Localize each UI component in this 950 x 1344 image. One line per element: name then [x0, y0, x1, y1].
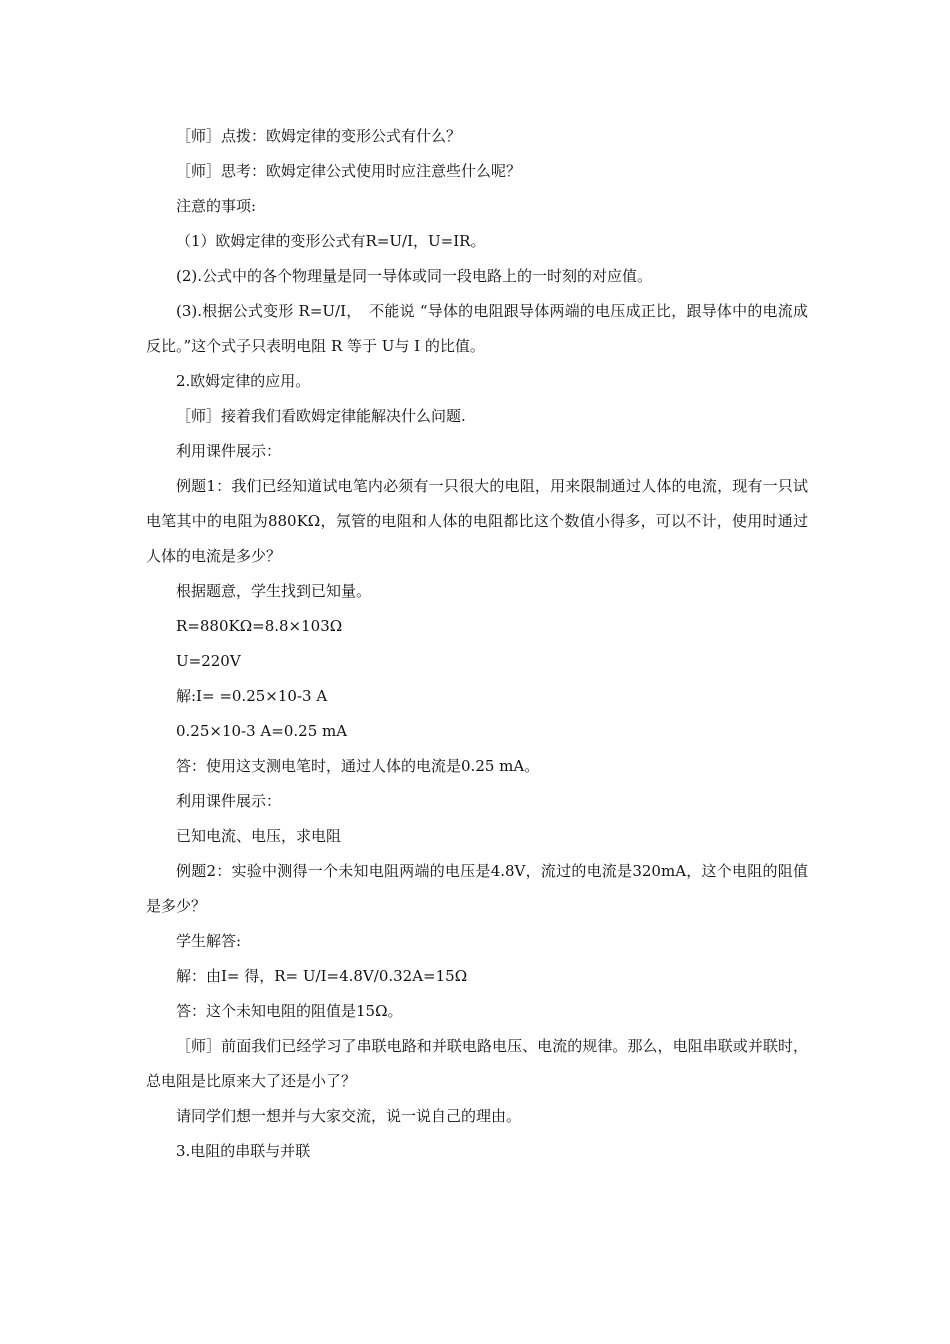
paragraph: 已知电流、电压，求电阻 [176, 827, 342, 845]
paragraph: 解：由I= 得，R= U/I=4.8V/0.32A=15Ω [176, 967, 468, 985]
paragraph: （1）欧姆定律的变形公式有R=U/I，U=IR。 [176, 232, 486, 250]
paragraph: (2).公式中的各个物理量是同一导体或同一段电路上的一时刻的对应值。 [176, 267, 653, 285]
paragraph: 利用课件展示： [176, 792, 282, 810]
paragraph: R=880KΩ=8.8×103Ω [176, 617, 343, 635]
paragraph: ［师］思考：欧姆定律公式使用时应注意些什么呢？ [176, 162, 522, 180]
paragraph: 请同学们想一想并与大家交流，说一说自己的理由。 [176, 1107, 522, 1125]
paragraph: ［师］接着我们看欧姆定律能解决什么问题. [176, 407, 466, 425]
paragraph: ［师］前面我们已经学习了串联电路和并联电路电压、电流的规律。那么，电阻串联或并联时，总电阻是比原来大了还是小了？ [146, 1037, 808, 1090]
paragraph: 3.电阻的串联与并联 [176, 1142, 311, 1160]
document-body [146, 119, 808, 1169]
paragraph: 根据题意，学生找到已知量。 [176, 582, 372, 600]
paragraph: ［师］点拨：欧姆定律的变形公式有什么？ [176, 127, 462, 145]
paragraph: 答：使用这支测电笔时，通过人体的电流是0.25 mA。 [176, 757, 540, 775]
paragraph: 解:I= =0.25×10-3 A [176, 687, 328, 705]
paragraph: 例题2：实验中测得一个未知电阻两端的电压是4.8V，流过的电流是320mA，这个电阻的阻值是多少？ [146, 862, 808, 915]
paragraph: 注意的事项: [176, 197, 257, 215]
paragraph: 利用课件展示： [176, 442, 282, 460]
paragraph: 例题1：我们已经知道试电笔内必须有一只很大的电阻，用来限制通过人体的电流，现有一只试电笔其中的电阻为880KΩ，氖管的电阻和人体的电阻都比这个数值小得多，可以不计，使用时通过人体的电流是多少？ [146, 477, 808, 565]
paragraph: 学生解答: [176, 932, 242, 950]
paragraph: 答：这个未知电阻的阻值是15Ω。 [176, 1002, 403, 1020]
paragraph: U=220V [176, 652, 241, 670]
paragraph: (3).根据公式变形 R=U/I， 不能说 “导体的电阻跟导体两端的电压成正比，跟导体中的电流成反比。”这个式子只表明电阻 R 等于 U与 I 的比值。 [146, 302, 808, 355]
paragraph: 0.25×10-3 A=0.25 mA [176, 722, 348, 740]
paragraph: 2.欧姆定律的应用。 [176, 372, 311, 390]
